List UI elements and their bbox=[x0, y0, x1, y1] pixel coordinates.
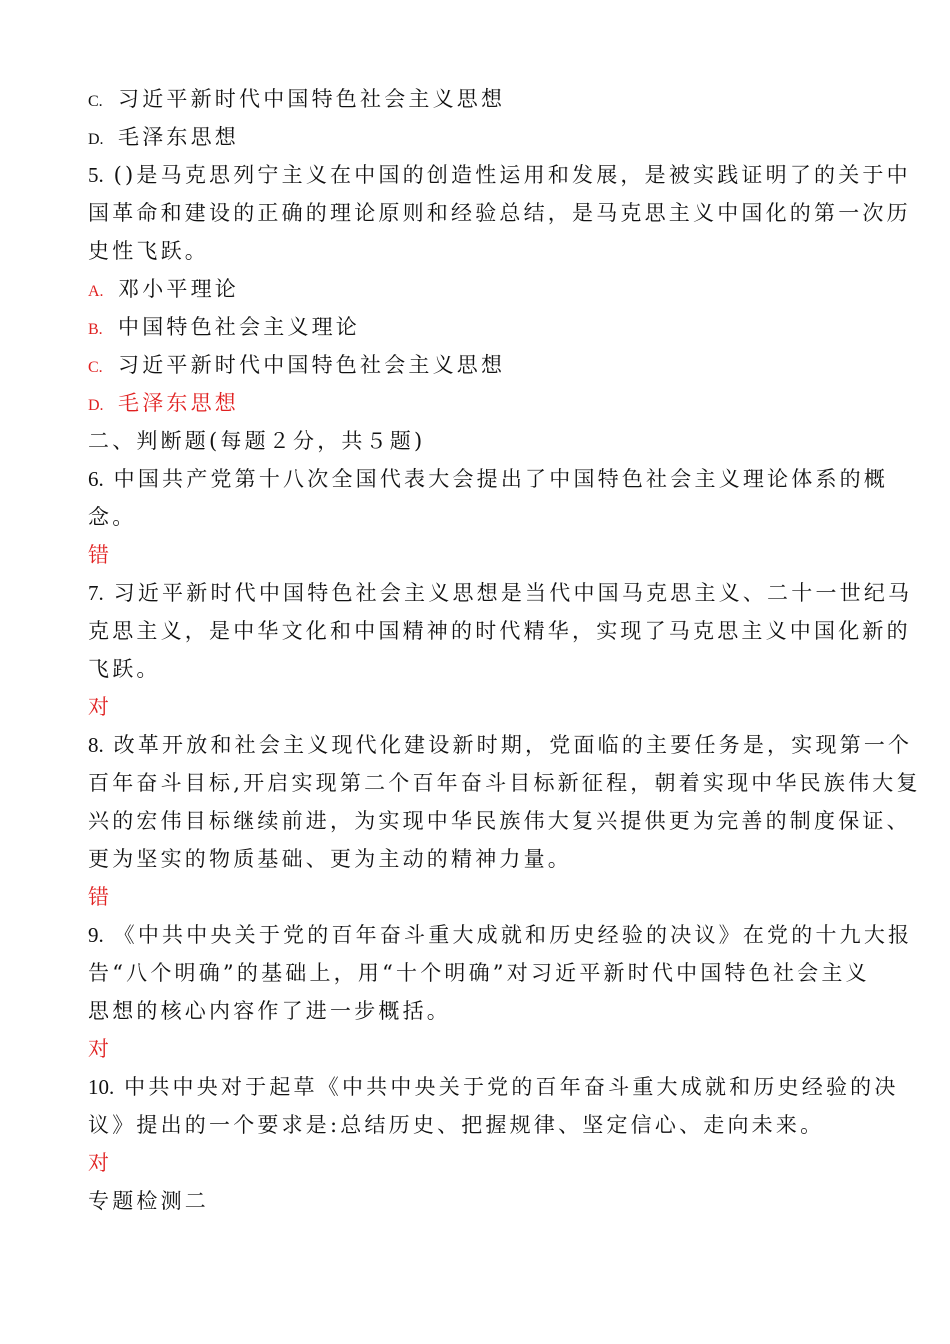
q5-line-1 bbox=[88, 156, 911, 194]
option-letter: D. bbox=[88, 397, 104, 414]
q4-option-c bbox=[88, 80, 868, 118]
next-section-heading: 专题检测二 bbox=[88, 1189, 209, 1213]
q7-line-1 bbox=[88, 574, 913, 612]
option-letter: C. bbox=[88, 93, 103, 110]
question-number: 5. bbox=[88, 163, 104, 187]
question-number: 9. bbox=[88, 923, 104, 947]
q10-line-1 bbox=[88, 1068, 899, 1106]
q6-line-2: 念。 bbox=[88, 505, 137, 529]
q5-option-a bbox=[88, 270, 868, 308]
section-heading: 二、判断题(每题２分，共５题) bbox=[88, 429, 426, 453]
question-number: 10. bbox=[88, 1075, 115, 1099]
q8-answer: 错 bbox=[88, 885, 113, 909]
option-letter: A. bbox=[88, 283, 104, 300]
option-text: 习近平新时代中国特色社会主义思想 bbox=[118, 87, 506, 111]
q6-line-1 bbox=[88, 460, 889, 498]
q5-option-d-correct bbox=[88, 384, 868, 422]
question-number: 6. bbox=[88, 467, 104, 491]
q4-option-d bbox=[88, 118, 868, 156]
q6-answer: 错 bbox=[88, 543, 113, 567]
question-text: 中国共产党第十八次全国代表大会提出了中国特色社会主义理论体系的概 bbox=[113, 467, 889, 491]
option-letter: B. bbox=[88, 321, 103, 338]
q5-line-2: 国革命和建设的正确的理论原则和经验总结，是马克思主义中国化的第一次历 bbox=[88, 201, 911, 225]
question-text: 改革开放和社会主义现代化建设新时期，党面临的主要任务是，实现第一个 bbox=[113, 733, 913, 757]
q7-answer: 对 bbox=[88, 695, 113, 719]
question-text: 《中共中央关于党的百年奋斗重大成就和历史经验的决议》在党的十九大报 bbox=[113, 923, 913, 947]
q7-line-3: 飞跃。 bbox=[88, 657, 161, 681]
q8-line-2: 百年奋斗目标,开启实现第二个百年奋斗目标新征程，朝着实现中华民族伟大复 bbox=[88, 771, 921, 795]
option-text: 中国特色社会主义理论 bbox=[118, 315, 360, 339]
q9-line-2: 告“八个明确”的基础上，用“十个明确”对习近平新时代中国特色社会主义 bbox=[88, 961, 870, 985]
question-number: 7. bbox=[88, 581, 104, 605]
q5-option-b bbox=[88, 308, 868, 346]
option-text: 邓小平理论 bbox=[118, 277, 239, 301]
question-number: 8. bbox=[88, 733, 104, 757]
option-text: 毛泽东思想 bbox=[118, 391, 239, 415]
q7-line-2: 克思主义，是中华文化和中国精神的时代精华，实现了马克思主义中国化新的 bbox=[88, 619, 911, 643]
q8-line-1 bbox=[88, 726, 913, 764]
q8-line-3: 兴的宏伟目标继续前进，为实现中华民族伟大复兴提供更为完善的制度保证、 bbox=[88, 809, 911, 833]
option-letter: D. bbox=[88, 131, 104, 148]
q9-line-3: 思想的核心内容作了进一步概括。 bbox=[88, 999, 451, 1023]
q10-line-2: 议》提出的一个要求是:总结历史、把握规律、坚定信心、走向未来。 bbox=[88, 1113, 825, 1137]
option-text: 毛泽东思想 bbox=[118, 125, 239, 149]
q8-line-4: 更为坚实的物质基础、更为主动的精神力量。 bbox=[88, 847, 572, 871]
question-text: 中共中央对于起草《中共中央关于党的百年奋斗重大成就和历史经验的决 bbox=[124, 1075, 899, 1099]
option-letter: C. bbox=[88, 359, 103, 376]
q5-option-c bbox=[88, 346, 868, 384]
q9-line-1 bbox=[88, 916, 913, 954]
q10-answer: 对 bbox=[88, 1151, 113, 1175]
q5-line-3: 史性飞跃。 bbox=[88, 239, 209, 263]
question-text: ()是马克思列宁主义在中国的创造性运用和发展，是被实践证明了的关于中 bbox=[113, 163, 911, 187]
question-text: 习近平新时代中国特色社会主义思想是当代中国马克思主义、二十一世纪马 bbox=[113, 581, 913, 605]
option-text: 习近平新时代中国特色社会主义思想 bbox=[118, 353, 506, 377]
q9-answer: 对 bbox=[88, 1037, 113, 1061]
document-page bbox=[88, 80, 921, 1220]
